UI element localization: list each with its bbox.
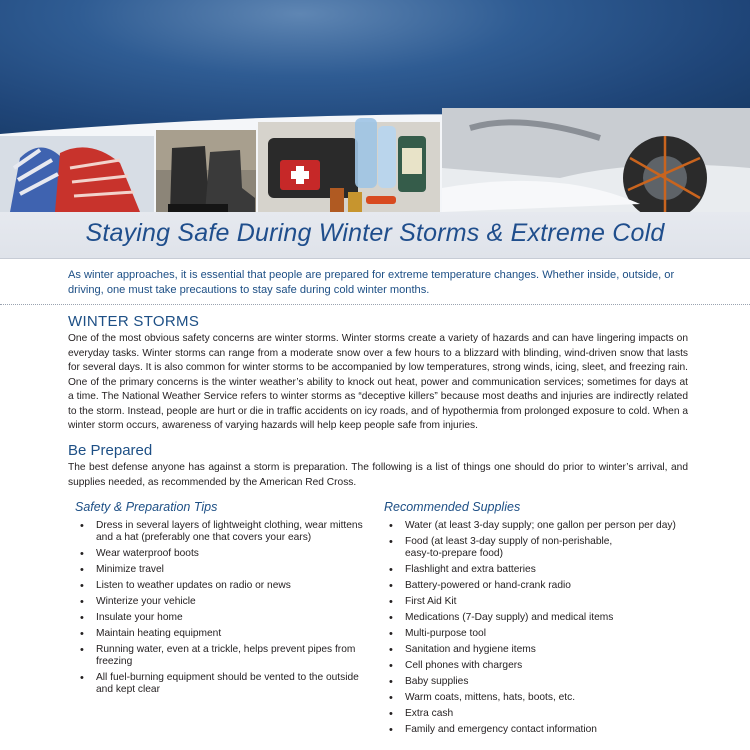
list-item: • Multi-purpose tool xyxy=(385,628,705,640)
list-item: • Listen to weather updates on radio or news xyxy=(76,580,366,592)
winter-photo-strip xyxy=(0,108,750,212)
tips-heading: Safety & Preparation Tips xyxy=(75,500,218,514)
winter-storms-body: One of the most obvious safety concerns are winter storms. Winter storms create a variety of hazards and can have lingering impacts on everyday tasks. Winter storms can range from a moderate snow over a few hours to a blizzard with blinding, wind-driven snow that lasts for several days. It is also common for winter storms to be accompanied by low temperatures, strong winds, icing, sleet, and freezing rain. One of the primary concerns is the winter weather’s ability to knock out heat, power and communication services; sometimes for days at a time. The National Weather Service refers to winter storms as “deceptive killers” because most deaths and injuries are indirectly related to the storm. Instead, people are hurt or die in traffic accidents on icy roads, and of hypothermia from prolonged exposure to cold. When a winter storm occurs, awareness of varying hazards will help keep people safe from injuries. xyxy=(68,333,688,431)
list-item: • Baby supplies xyxy=(385,676,705,688)
be-prepared-heading: Be Prepared xyxy=(68,442,153,459)
page-title: Staying Safe During Winter Storms & Extreme Cold xyxy=(85,219,665,247)
list-item: • Sanitation and hygiene items xyxy=(385,644,705,656)
intro-text: As winter approaches, it is essential that people are prepared for extreme temperature changes. Whether inside, outside, or driving, one must take precautions to stay safe during cold winter months. xyxy=(68,269,675,296)
supplies-list xyxy=(385,520,705,740)
title-band xyxy=(0,212,750,259)
winter-storms-heading: WINTER STORMS xyxy=(68,313,200,330)
list-item: • Running water, even at a trickle, helps prevent pipes from freezing xyxy=(76,644,366,668)
list-item: • Wear waterproof boots xyxy=(76,548,366,560)
car-snow-chains-photo xyxy=(442,108,750,212)
list-item: • Dress in several layers of lightweight clothing, wear mittens and a hat (preferably one that covers your ears) xyxy=(76,520,366,544)
list-item: • First Aid Kit xyxy=(385,596,705,608)
list-item: • All fuel-burning equipment should be vented to the outside and kept clear xyxy=(76,672,366,696)
list-item: • Food (at least 3-day supply of non-perishable, easy-to-prepare food) xyxy=(385,536,705,560)
list-item: • Insulate your home xyxy=(76,612,366,624)
list-item: • Winterize your vehicle xyxy=(76,596,366,608)
be-prepared-body: The best defense anyone has against a storm is preparation. The following is a list of things one should do prior to winter’s arrival, and supplies needed, as recommended by the American Red Cross. xyxy=(68,462,688,488)
dotted-divider xyxy=(0,304,750,305)
tips-list xyxy=(76,520,366,700)
list-item: • Warm coats, mittens, hats, boots, etc. xyxy=(385,692,705,704)
list-item: • Medications (7-Day supply) and medical items xyxy=(385,612,705,624)
emergency-supplies-photo xyxy=(258,118,440,212)
boots-photo xyxy=(156,130,256,212)
gloves-photo xyxy=(0,136,154,212)
list-item: • Cell phones with chargers xyxy=(385,660,705,672)
list-item: • Flashlight and extra batteries xyxy=(385,564,705,576)
list-item: • Family and emergency contact information xyxy=(385,724,705,736)
list-item: • Minimize travel xyxy=(76,564,366,576)
supplies-heading: Recommended Supplies xyxy=(384,500,521,514)
list-item: • Water (at least 3-day supply; one gallon per person per day) xyxy=(385,520,705,532)
list-item: • Extra cash xyxy=(385,708,705,720)
list-item: • Maintain heating equipment xyxy=(76,628,366,640)
list-item: • Battery-powered or hand-crank radio xyxy=(385,580,705,592)
